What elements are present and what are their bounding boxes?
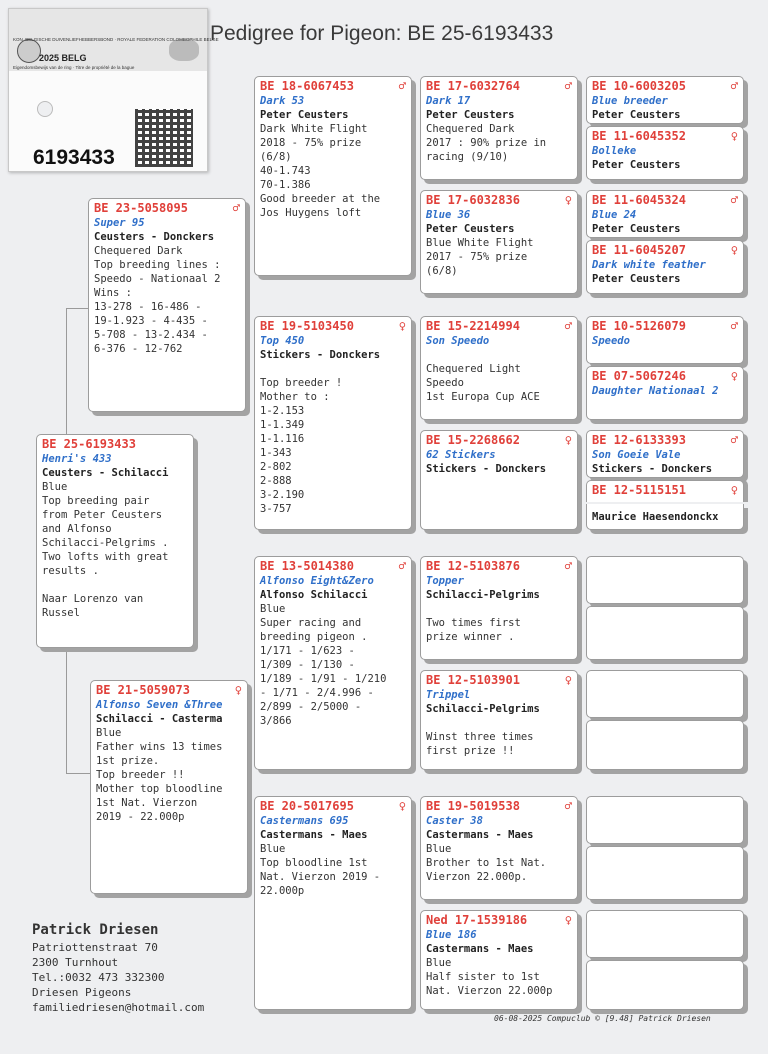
ring-number: BE 11-6045324 (592, 193, 686, 207)
description-line: Winst three times (426, 731, 534, 743)
pigeon-name: Son Speedo (426, 335, 490, 347)
qr-code-icon (135, 109, 193, 167)
breeder-street: Patriottenstraat 70 (32, 941, 158, 954)
description-line (260, 362, 406, 376)
ring-line (426, 433, 572, 448)
description-line: Mother top bloodline (96, 783, 223, 795)
description-line: Top breeder ! (260, 377, 343, 389)
ring-line (592, 433, 738, 448)
owner-name: Alfonso Schilacci (260, 589, 368, 601)
description-line: 6-376 - 12-762 (94, 343, 183, 355)
description-line: Jos Huygens loft (260, 207, 362, 219)
pedigree-card (254, 796, 412, 1010)
description-line: Wins : (94, 287, 132, 299)
description-line (426, 602, 572, 616)
description-line: Schilacci-Pelgrims . (42, 537, 169, 549)
ring-number: BE 07-5067246 (592, 369, 686, 383)
description-line: Chequered Dark (426, 123, 515, 135)
ring-number: BE 10-6003205 (592, 79, 686, 93)
ring-line (426, 559, 572, 574)
description-line: Brother to 1st Nat. (426, 857, 547, 869)
ring-line (42, 437, 188, 452)
breeder-name: Patrick Driesen (32, 922, 159, 938)
federation-line: KON. BELGISCHE DUIVENLIEFHEBBERSBOND · ROYALE FEDERATION COLOMBOPHILE BELGE (13, 37, 219, 42)
description-line: 2018 - 75% prize (260, 137, 362, 149)
sex-symbol: ♂ (730, 193, 738, 207)
ring-line (426, 913, 572, 928)
owner-name: Peter Ceusters (426, 223, 515, 235)
pigeon-name: Topper (426, 575, 464, 587)
sex-symbol: ♂ (730, 79, 738, 93)
description-line: Top breeding pair (42, 495, 150, 507)
pedigree-card (254, 556, 412, 770)
description-line: 2017 : 90% prize in (426, 137, 547, 149)
pigeon-name: Top 450 (260, 335, 305, 347)
pigeon-name: Caster 38 (426, 815, 483, 827)
description-line: 1-343 (260, 447, 292, 459)
sex-symbol: ♂ (398, 79, 406, 93)
owner-name: Castermans - Maes (426, 943, 534, 955)
sex-symbol: ♂ (564, 799, 572, 813)
sex-symbol: ♀ (564, 673, 572, 687)
pigeon-logo-icon (169, 39, 199, 61)
sex-symbol: ♂ (398, 559, 406, 573)
ring-number: 6193433 (33, 146, 115, 169)
pigeon-name: Henri's 433 (42, 453, 112, 465)
description-line: 13-278 - 16-486 - (94, 301, 202, 313)
description-line: Vierzon 22.000p. (426, 871, 528, 883)
connector-line (66, 308, 67, 434)
pigeon-name: Speedo (592, 335, 630, 347)
owner-name: Stickers - Donckers (260, 349, 381, 361)
connector-line (66, 773, 90, 774)
owner-name: Maurice Haesendonckx (592, 511, 719, 523)
owner-name: Stickers - Donckers (592, 463, 713, 475)
page-title: Pedigree for Pigeon: BE 25-6193433 (210, 22, 554, 45)
ring-number: BE 17-6032764 (426, 79, 520, 93)
sex-symbol: ♀ (730, 129, 738, 143)
description-line: 1st Europa Cup ACE (426, 391, 540, 403)
description-line: Blue (260, 843, 286, 855)
description-line: Russel (42, 607, 80, 619)
pedigree-card (586, 190, 744, 238)
federation-seal-icon (17, 39, 41, 63)
description-line: Chequered Light (426, 363, 521, 375)
description-line: 70-1.386 (260, 179, 311, 191)
empty-card (586, 670, 744, 718)
ring-number: BE 19-5103450 (260, 319, 354, 333)
description-line: Blue (260, 603, 286, 615)
description-line: 3/866 (260, 715, 292, 727)
description-line: Mother to : (260, 391, 330, 403)
ring-number: Ned 17-1539186 (426, 913, 528, 927)
pigeon-name: Trippel (426, 689, 471, 701)
ring-number: BE 15-2214994 (426, 319, 520, 333)
ring-line (96, 683, 242, 698)
description-line: 1-2.153 (260, 405, 305, 417)
description-line: Top breeding lines : (94, 259, 221, 271)
pigeon-name: Bolleke (592, 145, 637, 157)
owner-name: Peter Ceusters (260, 109, 349, 121)
empty-card (586, 720, 744, 770)
pigeon-name: Blue 36 (426, 209, 471, 221)
ring-number: BE 17-6032836 (426, 193, 520, 207)
ring-line (260, 319, 406, 334)
sex-symbol: ♀ (730, 243, 738, 257)
pigeon-name: Dark 53 (260, 95, 305, 107)
pigeon-name: Castermans 695 (260, 815, 349, 827)
description-line: 2019 - 22.000p (96, 811, 185, 823)
description-line: Blue (426, 843, 452, 855)
description-line: Speedo (426, 377, 464, 389)
description-line: 1/189 - 1/91 - 1/210 (260, 673, 387, 685)
owner-name: Ceusters - Schilacci (42, 467, 169, 479)
pedigree-card (586, 76, 744, 124)
pigeon-name: Blue breeder (592, 95, 668, 107)
sex-symbol: ♀ (564, 193, 572, 207)
pigeon-name: Blue 186 (426, 929, 477, 941)
ring-line (426, 79, 572, 94)
description-line: Top breeder !! (96, 769, 185, 781)
sex-symbol: ♀ (234, 683, 242, 697)
ring-number: BE 25-6193433 (42, 437, 136, 451)
breeder-city: 2300 Turnhout (32, 956, 119, 969)
ring-number: BE 19-5019538 (426, 799, 520, 813)
breeder-info (32, 920, 204, 1015)
pedigree-card (586, 126, 744, 180)
pedigree-card (586, 316, 744, 364)
owner-name: Stickers - Donckers (426, 463, 547, 475)
description-line: Good breeder at the (260, 193, 381, 205)
sex-symbol: ♂ (564, 79, 572, 93)
description-line (42, 578, 188, 592)
sex-symbol: ♀ (730, 369, 738, 383)
description-line: - 1/71 - 2/4.996 - (260, 687, 374, 699)
sex-symbol: ♂ (564, 559, 572, 573)
pedigree-card (586, 240, 744, 294)
pigeon-name: Alfonso Eight&Zero (260, 575, 374, 587)
owner-name: Ceusters - Donckers (94, 231, 215, 243)
ring-line (592, 369, 738, 384)
description-line: 1st Nat. Vierzon (96, 797, 198, 809)
description-line: breeding pigeon . (260, 631, 368, 643)
ring-number: BE 15-2268662 (426, 433, 520, 447)
sex-symbol: ♀ (564, 913, 572, 927)
ring-line (592, 79, 738, 94)
description-line: Top bloodline 1st (260, 857, 368, 869)
description-line: Naar Lorenzo van (42, 593, 144, 605)
pedigree-card (420, 190, 578, 294)
pedigree-card (586, 504, 744, 530)
empty-card (586, 846, 744, 900)
pedigree-card (420, 796, 578, 900)
owner-name: Schilacci - Casterma (96, 713, 223, 725)
description-line: Blue (42, 481, 68, 493)
description-line: (6/8) (426, 265, 458, 277)
description-line: 1-1.116 (260, 433, 305, 445)
pigeon-name: Dark 17 (426, 95, 471, 107)
ring-number: BE 10-5126079 (592, 319, 686, 333)
pedigree-card (88, 198, 246, 412)
description-line: 40-1.743 (260, 165, 311, 177)
owner-name: Peter Ceusters (592, 109, 681, 121)
description-line: 2017 - 75% prize (426, 251, 528, 263)
sex-symbol: ♂ (730, 433, 738, 447)
ring-line (94, 201, 240, 216)
connector-line (66, 308, 88, 309)
ring-number: BE 12-5103876 (426, 559, 520, 573)
breeder-phone: Tel.:0032 473 332300 (32, 971, 165, 984)
pedigree-card (420, 556, 578, 660)
sex-symbol: ♀ (730, 483, 738, 497)
owner-name: Peter Ceusters (592, 159, 681, 171)
description-line: first prize !! (426, 745, 515, 757)
pedigree-card (586, 366, 744, 420)
ring-number: BE 11-6045352 (592, 129, 686, 143)
ring-number: BE 21-5059073 (96, 683, 190, 697)
sex-symbol: ♂ (730, 319, 738, 333)
pedigree-card (36, 434, 194, 648)
pigeon-name: Daughter Nationaal 2 (592, 385, 719, 397)
ring-tag (8, 8, 219, 172)
description-line (426, 348, 572, 362)
description-line: racing (9/10) (426, 151, 509, 163)
description-line: 2/899 - 2/5000 - (260, 701, 362, 713)
description-line: Father wins 13 times (96, 741, 223, 753)
description-line: Blue (96, 727, 122, 739)
description-line: 1-1.349 (260, 419, 305, 431)
owner-name: Schilacci-Pelgrims (426, 703, 540, 715)
description-line: 3-2.190 (260, 489, 305, 501)
description-line: 2-888 (260, 475, 292, 487)
ring-line (426, 673, 572, 688)
ring-line (426, 193, 572, 208)
footer: 06-08-2025 Compuclub © [9.48] Patrick Driesen (494, 1014, 711, 1023)
owner-name: Peter Ceusters (592, 223, 681, 235)
pigeon-name: Alfonso Seven &Three (96, 699, 223, 711)
owner-name: Peter Ceusters (426, 109, 515, 121)
pedigree-card (420, 670, 578, 770)
description-line: 5-708 - 13-2.434 - (94, 329, 208, 341)
ring-line (592, 483, 738, 498)
owner-name: Castermans - Maes (426, 829, 534, 841)
pedigree-card (254, 316, 412, 530)
tag-hole (37, 101, 53, 117)
pigeon-name: 62 Stickers (426, 449, 496, 461)
breeder-email: familiedriesen@hotmail.com (32, 1001, 205, 1014)
description-line: and Alfonso (42, 523, 112, 535)
description-line: from Peter Ceusters (42, 509, 163, 521)
ring-line (260, 79, 406, 94)
ring-line (426, 319, 572, 334)
description-line (426, 716, 572, 730)
ring-line (592, 193, 738, 208)
ring-number: BE 12-5103901 (426, 673, 520, 687)
pedigree-card (90, 680, 248, 894)
pedigree-card (254, 76, 412, 276)
description-line: Speedo - Nationaal 2 (94, 273, 221, 285)
ring-line (592, 129, 738, 144)
ring-line (260, 559, 406, 574)
ring-number: BE 12-6133393 (592, 433, 686, 447)
sex-symbol: ♂ (564, 319, 572, 333)
description-line: Nat. Vierzon 22.000p (426, 985, 553, 997)
description-line: 1/171 - 1/623 - (260, 645, 355, 657)
description-line: 1st prize. (96, 755, 160, 767)
owner-name: Castermans - Maes (260, 829, 368, 841)
description-line: 19-1.923 - 4-435 - (94, 315, 208, 327)
description-line: results . (42, 565, 99, 577)
description-line: Super racing and (260, 617, 362, 629)
ring-number: BE 18-6067453 (260, 79, 354, 93)
ring-line (260, 799, 406, 814)
description-line: 22.000p (260, 885, 305, 897)
description-line: 2-802 (260, 461, 292, 473)
ring-year-country: 2025 BELG (39, 53, 87, 63)
empty-card (586, 606, 744, 660)
description-line: 1/309 - 1/130 - (260, 659, 355, 671)
owner-name: Peter Ceusters (592, 273, 681, 285)
sex-symbol: ♀ (564, 433, 572, 447)
description-line: Blue (426, 957, 452, 969)
description-line: Two lofts with great (42, 551, 169, 563)
pedigree-card (586, 480, 744, 502)
description-line: Dark White Flight (260, 123, 368, 135)
description-line: Blue White Flight (426, 237, 534, 249)
description-line: Nat. Vierzon 2019 - (260, 871, 381, 883)
ring-number: BE 11-6045207 (592, 243, 686, 257)
ring-number: BE 20-5017695 (260, 799, 354, 813)
pedigree-card (586, 430, 744, 478)
pedigree-card (420, 76, 578, 180)
ownership-note: Eigendomsbewijs van de ring · Titre de propriété de la bague (13, 65, 135, 70)
pigeon-name: Blue 24 (592, 209, 637, 221)
ring-number: BE 13-5014380 (260, 559, 354, 573)
breeder-loft: Driesen Pigeons (32, 986, 132, 999)
description-line: Half sister to 1st (426, 971, 540, 983)
empty-card (586, 556, 744, 604)
sex-symbol: ♂ (232, 201, 240, 215)
pigeon-name: Son Goeie Vale (592, 449, 681, 461)
pedigree-card (420, 910, 578, 1010)
description-line: prize winner . (426, 631, 515, 643)
sex-symbol: ♀ (398, 799, 406, 813)
empty-card (586, 960, 744, 1010)
description-line: (6/8) (260, 151, 292, 163)
connector-line (66, 648, 67, 774)
sex-symbol: ♀ (398, 319, 406, 333)
empty-card (586, 910, 744, 958)
pigeon-name: Super 95 (94, 217, 145, 229)
description-line: 3-757 (260, 503, 292, 515)
pedigree-card (420, 430, 578, 530)
ring-line (426, 799, 572, 814)
empty-card (586, 796, 744, 844)
pigeon-name: Dark white feather (592, 259, 706, 271)
description-line: Chequered Dark (94, 245, 183, 257)
ring-line (592, 243, 738, 258)
pedigree-card (420, 316, 578, 420)
description-line: Two times first (426, 617, 521, 629)
ring-number: BE 12-5115151 (592, 483, 686, 497)
ring-line (592, 319, 738, 334)
ring-number: BE 23-5058095 (94, 201, 188, 215)
owner-name: Schilacci-Pelgrims (426, 589, 540, 601)
